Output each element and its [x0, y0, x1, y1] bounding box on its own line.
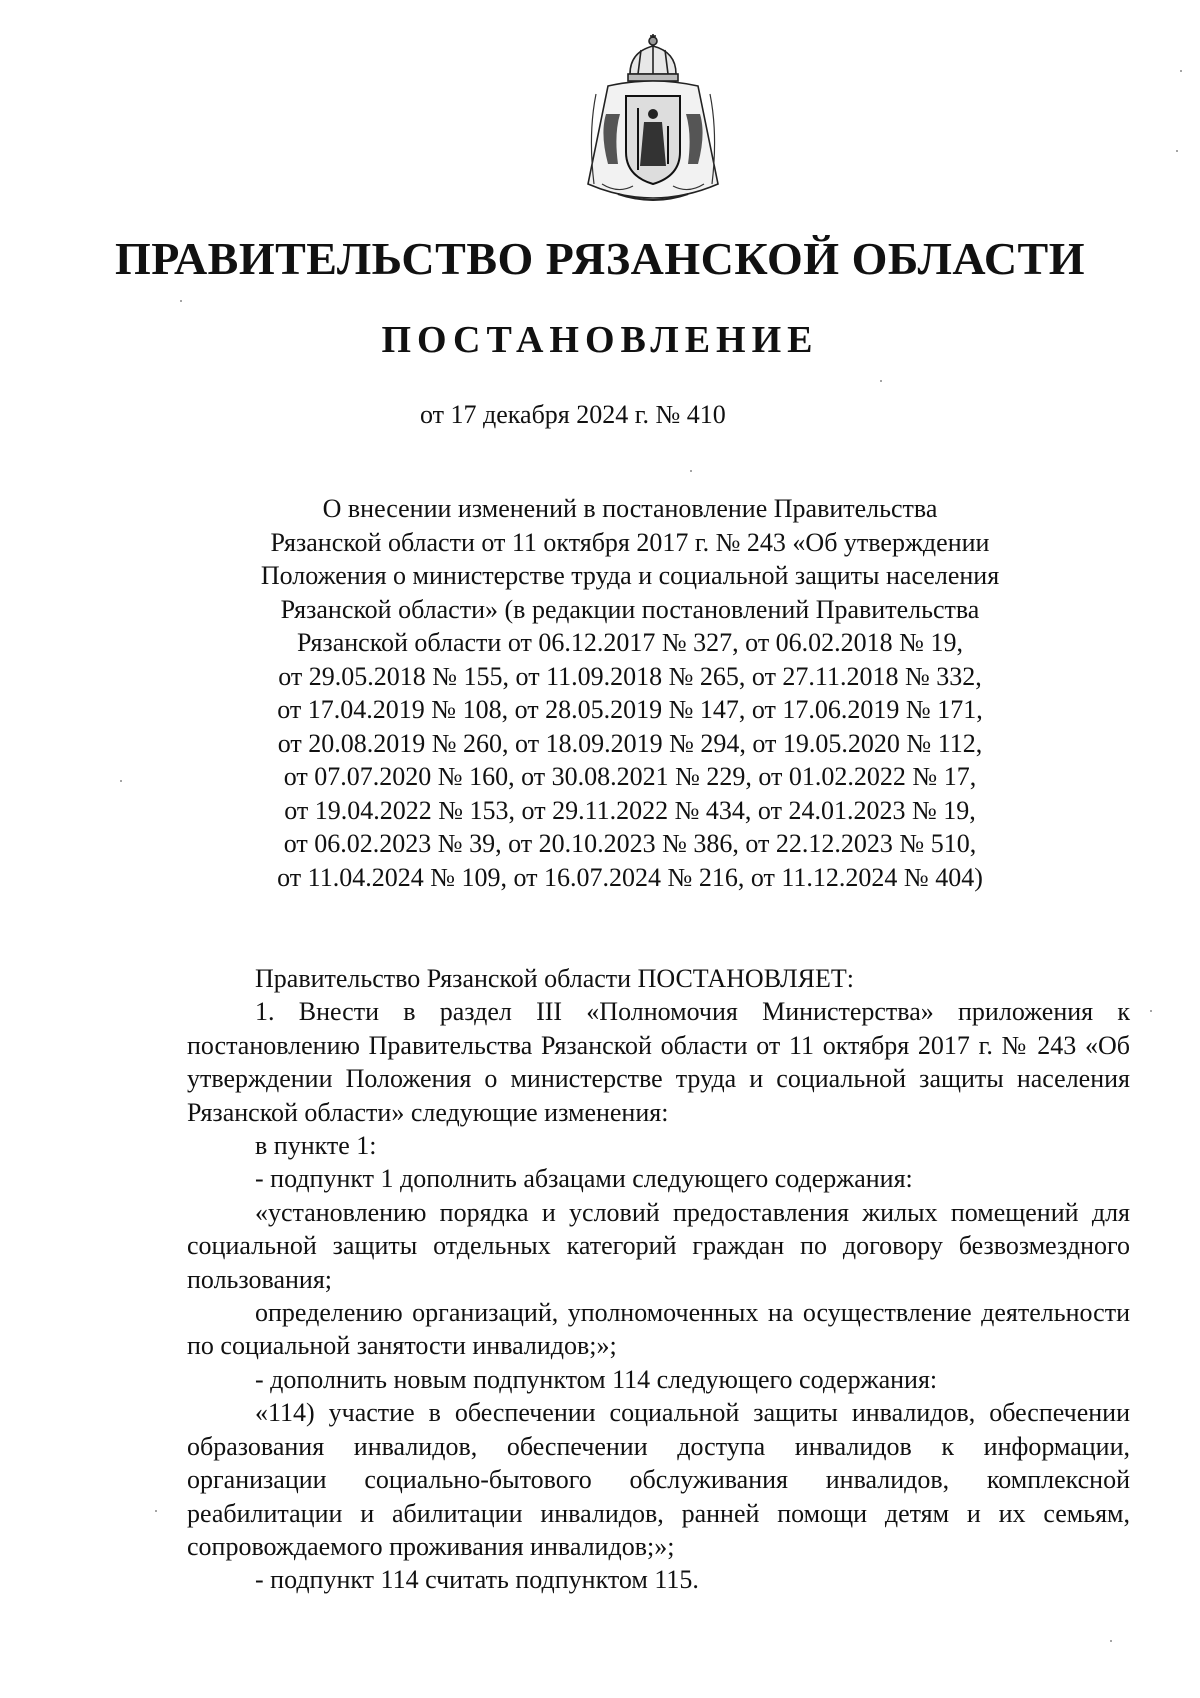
subject-line: О внесении изменений в постановление Правительства — [322, 494, 938, 523]
subject-line: от 29.05.2018 № 155, от 11.09.2018 № 265, от 27.11.2018 № 332, — [278, 661, 982, 691]
subject-line: от 11.04.2024 № 109, от 16.07.2024 № 216, от 11.12.2024 № 404) — [277, 862, 983, 892]
subject-line: от 06.02.2023 № 39, от 20.10.2023 № 386, от 22.12.2023 № 510, — [283, 829, 977, 858]
paragraph: - дополнить новым подпунктом 114 следующего содержания: — [255, 1364, 938, 1394]
subject-line: Положения о министерстве труда и социальной защиты населения — [260, 561, 1000, 590]
scan-speck — [880, 380, 882, 382]
paragraph: в пункте 1: — [255, 1131, 377, 1161]
scan-speck — [155, 1510, 157, 1512]
paragraph: 1. Внести в раздел III «Полномочия Министерства» приложения к постановлению Правительства Рязанской области от 11 октября 2017 г. № 243 «Об утверждении Положения о министерстве труда и социальной защиты населения Рязанской области» следующие изменения: — [187, 997, 1130, 1127]
paragraph: «114) участие в обеспечении социальной защиты инвалидов, обеспечении образования инвалидов, обеспечении доступа инвалидов к информации, организации социально-бытового обслуживания инвалидов, комплексной реабилитации и абилитации инвалидов, ранней помощи детям и их семьям, сопровождаемого проживания инвалидов;»; — [187, 1398, 1130, 1561]
subject-line: Рязанской области от 06.12.2017 № 327, от 06.02.2018 № 19, — [297, 628, 963, 657]
preamble: Правительство Рязанской области ПОСТАНОВЛЯЕТ: — [255, 964, 855, 993]
scan-speck — [1180, 70, 1182, 72]
scan-speck — [1110, 1640, 1112, 1642]
document-type: ПОСТАНОВЛЕНИЕ — [381, 319, 819, 361]
document-subject — [200, 492, 1060, 894]
subject-line: Рязанской области от 11 октября 2017 г. № 243 «Об утверждении — [270, 527, 990, 557]
subject-line: от 19.04.2022 № 153, от 29.11.2022 № 434, от 24.01.2023 № 19, — [284, 795, 976, 825]
scan-speck — [180, 300, 182, 302]
subject-line: от 20.08.2019 № 260, от 18.09.2019 № 294, от 19.05.2020 № 112, — [277, 728, 983, 758]
paragraph: «установлению порядка и условий предоставления жилых помещений для социальной защиты отдельных категорий граждан по договору безвозмездного пользования; — [187, 1197, 1130, 1294]
subject-line: от 07.07.2020 № 160, от 30.08.2021 № 229, от 01.02.2022 № 17, — [283, 762, 977, 791]
government-title: ПРАВИТЕЛЬСТВО РЯЗАНСКОЙ ОБЛАСТИ — [114, 233, 1086, 284]
paragraph: - подпункт 1 дополнить абзацами следующего содержания: — [255, 1164, 913, 1194]
scan-speck — [120, 780, 122, 782]
ryazan-coat-of-arms-icon — [578, 34, 728, 212]
document-date-number: от 17 декабря 2024 г. № 410 — [420, 400, 726, 429]
subject-line: от 17.04.2019 № 108, от 28.05.2019 № 147, от 17.06.2019 № 171, — [277, 695, 983, 724]
scan-speck — [1150, 1010, 1152, 1012]
document-body — [187, 962, 1130, 1597]
scan-speck — [690, 470, 692, 472]
paragraph: определению организаций, уполномоченных на осуществление деятельности по социальной занятости инвалидов;»; — [187, 1298, 1130, 1361]
subject-line: Рязанской области» (в редакции постановлений Правительства — [280, 594, 980, 624]
scan-speck — [1176, 150, 1178, 152]
paragraph: - подпункт 114 считать подпунктом 115. — [255, 1565, 699, 1595]
